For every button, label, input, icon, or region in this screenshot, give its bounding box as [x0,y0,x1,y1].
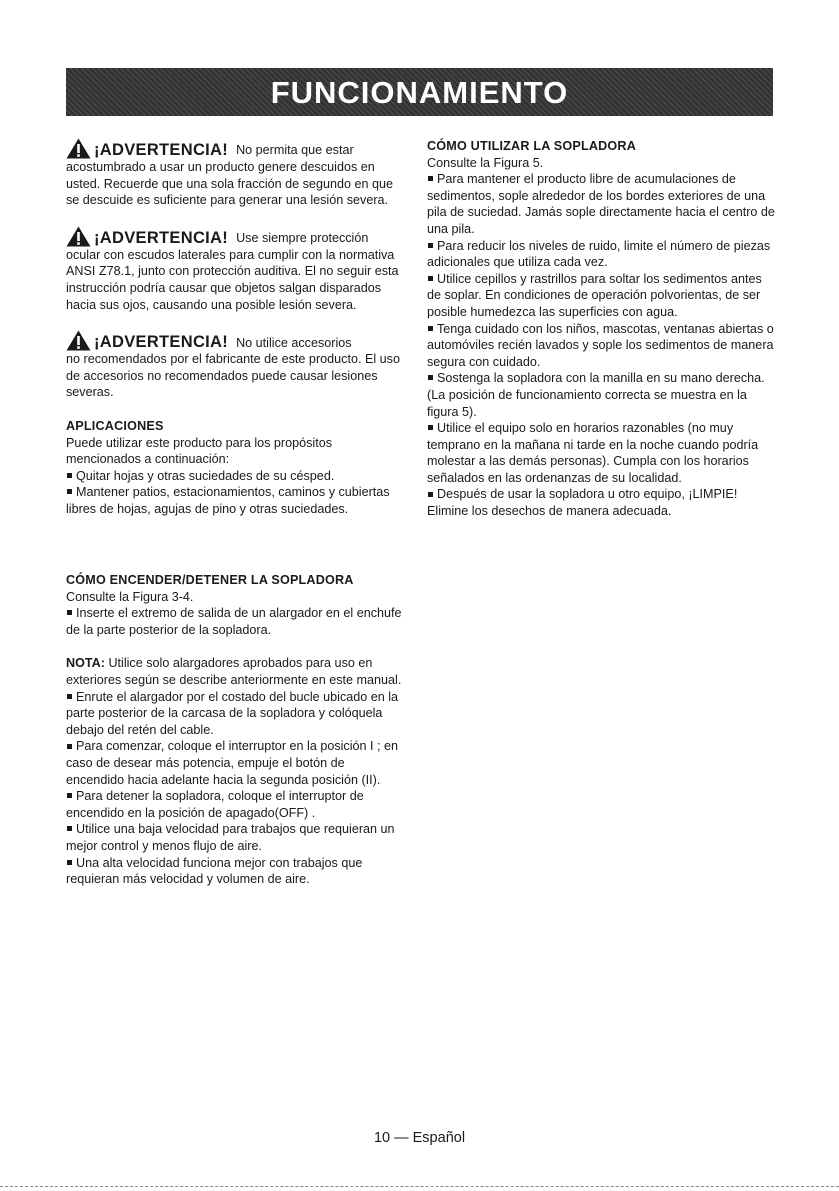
warning-text: acostumbrado a usar un producto genere descuidos en usted. Recuerde que una sola fracción de segundo en que se descuide es suficiente para generar una lesión severa. [66,160,393,208]
bullet-text: Inserte el extremo de salida de un alargador en el enchufe de la parte posterior de la sopladora. [66,606,402,637]
bullet-square-icon [67,610,72,615]
bullet-item [66,605,404,638]
bullet-square-icon [428,492,433,497]
bullet-square-icon [67,826,72,831]
bullet-text: Utilice una baja velocidad para trabajos que requieran un mejor control y menos flujo de aire. [66,822,395,853]
bottom-divider [0,1186,839,1187]
left-column-bottom [66,572,404,905]
bullet-text: Para detener la sopladora, coloque el interruptor de encendido en la posición de apagado(OFF) . [66,789,364,820]
bullet-square-icon [67,489,72,494]
warning-block [66,226,404,313]
warning-block [66,138,404,209]
bullet-item [427,420,777,486]
bullet-text: Para mantener el producto libre de acumulaciones de sedimentos, sople alrededor de los bordes exteriores de una pila de suciedad. Jamás sople directamente hacia el centro de una pila. [427,172,775,236]
bullet-text: Para comenzar, coloque el interruptor en la posición I ; en caso de desear más potencia, empuje el botón de encendido hacia adelante hacia la segunda posición (II). [66,739,399,787]
nota-label: NOTA: [66,656,105,671]
warning-text: no recomendados por el fabricante de este producto. El uso de accesorios no recomendados puede causar lesiones severas. [66,352,400,400]
nota-text: Utilice solo alargadores aprobados para uso en exteriores según se describe anteriormente en este manual. [66,656,402,687]
bullet-text: Para reducir los niveles de ruido, limite el número de piezas adicionales que utiliza cada vez. [427,238,771,270]
section-heading: APLICACIONES [66,418,164,433]
warning-label: ¡ADVERTENCIA! [94,141,229,159]
bullet-text: Después de usar la sopladora u otro equipo, ¡LIMPIE! Elimine los desechos de manera adecuada. [427,487,738,519]
page-footer: 10 — Español [373,1130,466,1146]
bullet-item [427,238,777,271]
nota-paragraph [66,655,404,688]
bullet-square-icon [428,276,433,281]
bullet-text: Mantener patios, estacionamientos, caminos y cubiertas libres de hojas, agujas de pino y otras suciedades. [66,485,390,516]
bullet-square-icon [428,176,433,181]
utilizar-section [427,138,777,520]
warning-label: ¡ADVERTENCIA! [94,333,229,352]
bullet-text: Utilice el equipo solo en horarios razonables (no muy temprano en la mañana ni tarde en la noche cuando podría molestar a las demás personas). Cumpla con los horarios señalados en las ordenanzas de su localidad. [427,421,759,485]
bullet-item [427,271,777,321]
bullet-item [427,321,777,371]
bullet-square-icon [67,473,72,478]
bullet-item [66,821,404,854]
section-heading: CÓMO UTILIZAR LA SOPLADORA [427,139,637,153]
warning-text: ocular con escudos laterales para cumplir con la normativa ANSI Z78.1, junto con protección auditiva. El no seguir esta instrucción podría causar que objetos salgan disparados hacia sus ojos, causando una posible lesión severa. [66,247,399,312]
bullet-square-icon [428,425,433,430]
warning-triangle-icon [66,330,91,351]
bullet-square-icon [428,326,433,331]
bullet-item [66,689,404,739]
bullet-item [427,486,777,519]
warning-first-line [66,330,404,351]
warning-lead-text: Use siempre protección [236,231,369,246]
aplicaciones-section [66,418,404,518]
bullet-square-icon [67,860,72,865]
left-column [66,138,404,535]
bullet-text: Quitar hojas y otras suciedades de su césped. [76,468,335,483]
warning-label: ¡ADVERTENCIA! [94,228,229,247]
section-title: FUNCIONAMIENTO [270,74,569,110]
bullet-square-icon [428,243,433,248]
bullet-item [66,468,404,485]
bullet-square-icon [67,694,72,699]
bullet-square-icon [67,744,72,749]
right-column [427,138,777,537]
bullet-item [66,484,404,517]
section-intro: Puede utilizar este producto para los propósitos mencionados a continuación: [66,435,333,467]
section-intro: Consulte la Figura 5. [427,155,544,170]
bullet-text: Tenga cuidado con los niños, mascotas, ventanas abiertas o automóviles recién lavados y sople los sedimentos de manera segura con cuidado. [427,321,774,369]
warning-lead-text: No permita que estar [236,143,354,158]
bullet-square-icon [428,375,433,380]
nota-section [66,655,404,887]
warning-triangle-icon [66,226,91,247]
bullet-item [66,738,404,788]
section-banner [66,68,773,116]
warning-first-line [66,226,404,247]
bullet-text: Una alta velocidad funciona mejor con trabajos que requieran más velocidad y volumen de aire. [66,855,363,887]
bullet-item [66,855,404,888]
warning-triangle-icon [66,138,91,159]
encender-section [66,572,404,638]
bullet-text: Enrute el alargador por el costado del bucle ubicado en la parte posterior de la carcasa de la sopladora y colóquela debajo del retén del cable. [66,689,399,737]
section-heading: CÓMO ENCENDER/DETENER LA SOPLADORA [66,573,354,587]
warning-first-line [66,138,404,159]
bullet-square-icon [67,793,72,798]
warning-block [66,330,404,401]
bullet-item [427,171,777,237]
bullet-text: Utilice cepillos y rastrillos para soltar los sedimentos antes de soplar. En condiciones de operación polvorientas, de ser posible humedezca las superficies con agua. [427,271,762,319]
bullet-item [66,788,404,821]
bullet-text: Sostenga la sopladora con la manilla en su mano derecha. (La posición de funcionamiento correcta se muestra en la figura 5). [427,371,765,419]
bullet-item [427,370,777,420]
section-intro: Consulte la Figura 3-4. [66,589,194,604]
warning-lead-text: No utilice accesorios [236,335,352,350]
